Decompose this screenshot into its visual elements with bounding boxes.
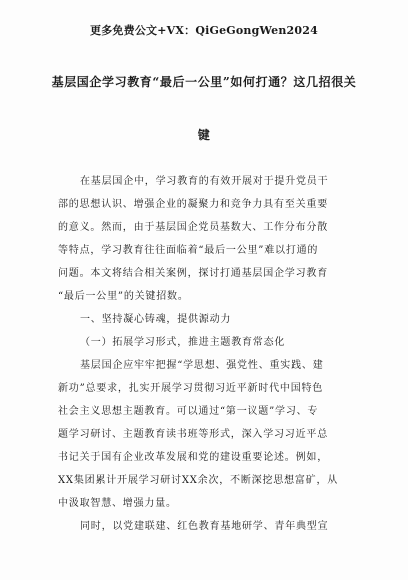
- paragraph-line: 新功”总要求，扎实开展学习贯彻习近平新时代中国特色: [58, 383, 324, 394]
- document-title-line-2: 键: [197, 128, 211, 142]
- paragraph-line: 的意义。然而，由于基层国企党员基数大、工作分布分散: [58, 222, 328, 233]
- paragraph-line: 中汲取智慧、增强力量。: [58, 498, 177, 509]
- promo-header: 更多免费公文+VX：QiGeGongWen2024: [90, 24, 318, 37]
- paragraph-line: 同时，以党建联建、红色教育基地研学、青年典型宣: [80, 521, 329, 532]
- paragraph-line: 问题。本文将结合相关案例，探讨打通基层国企学习教育: [58, 268, 328, 279]
- paragraph-line: 等特点，学习教育往往面临着“最后一公里”难以打通的: [58, 245, 319, 256]
- document-title-line-1: 基层国企学习教育“最后一公里”如何打通？这几招很关: [51, 75, 357, 89]
- section-heading: 一、坚持凝心铸魂，提供源动力: [80, 314, 232, 325]
- paragraph-line: 基层国企应牢牢把握“学思想、强党性、重实践、建: [80, 360, 324, 371]
- paragraph-line: 书记关于国有企业改革发展和党的建设重要论述。例如，: [58, 452, 328, 463]
- paragraph-line: 题学习研讨、主题教育读书班等形式，深入学习习近平总: [58, 429, 328, 440]
- paragraph-line: XX集团累计开展学习研讨XX余次，不断深挖思想富矿，从: [58, 475, 339, 486]
- paragraph-line: 部的思想认识、增强企业的凝聚力和竞争力具有至关重要: [58, 199, 328, 210]
- subsection-heading: （一）拓展学习形式，推进主题教育常态化: [80, 337, 286, 348]
- paragraph-line: “最后一公里”的关键招数。: [58, 291, 189, 302]
- paragraph-line: 在基层国企中，学习教育的有效开展对于提升党员干: [80, 176, 329, 187]
- paragraph-line: 社会主义思想主题教育。可以通过“第一议题”学习、专: [58, 406, 319, 417]
